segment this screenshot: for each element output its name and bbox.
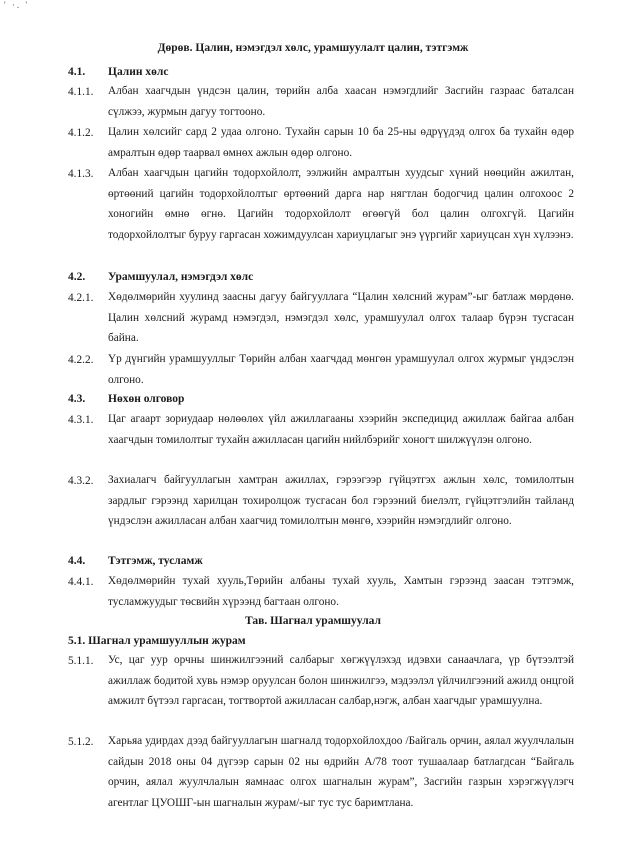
section-4-1-number: 4.1. (68, 66, 86, 78)
item-5-1-2-text: Харьяа удирдах дээд байгууллагын шагналд тодорхойлохдоо /Байгаль орчин, аялал жуулчлалын сайдын 2018 оны 04 дүгээр сарын 02 ны өдрийн А/78 тоот тушаалаар батлагдсан “Байгаль орчин, аялал жуулчлалын яамнаас олгох шагналын журам”, Засгийн газрын хэрэгжүүлэгч агентлаг ЦУОШГ-ын шагналын журам/-ыг тус тус баримтлана. (108, 735, 574, 810)
item-4-2-2-number: 4.2.2. (68, 354, 94, 366)
item-4-1-2-number: 4.1.2. (68, 127, 94, 139)
section-4-3-number: 4.3. (68, 393, 86, 405)
item-4-1-1-number: 4.1.1. (68, 86, 94, 98)
section-4-4-title: Тэтгэмж, тусламж (108, 555, 203, 567)
section-4-2-title: Урамшуулал, нэмэгдэл хөлс (108, 271, 254, 283)
item-4-2-2-text: Үр дүнгийн урамшууллыг Төрийн албан хаагчдад мөнгөн урамшуулал олгох журмыг үндэслэн олгоно. (108, 353, 574, 386)
item-4-1-1-text: Албан хаагчдын үндсэн цалин, төрийн алба хаасан нэмэгдлийг Засгийн газраас баталсан сүлжээ, журмын дагуу тогтооно. (108, 85, 574, 118)
section-4-3-title: Нөхөн олговор (108, 393, 185, 405)
section-4-1-title: Цалин хөлс (108, 66, 169, 78)
item-4-4-1-number: 4.4.1. (68, 576, 94, 588)
item-4-3-2-number: 4.3.2. (68, 475, 94, 487)
item-4-2-1-text: Хөдөлмөрийн хуулинд заасны дагуу байгууллага “Цалин хөлсний журам”-ыг батлаж мөрдөнө. Цалин хөлсний журамд нэмэгдэл, нэмэгдэл хөлс, урамшуулал олгох талаар бүрэн тусгасан байна. (108, 291, 574, 345)
item-4-4-1-text: Хөдөлмөрийн тухай хууль,Төрийн албаны тухай хууль, Хамтын гэрээнд заасан тэтгэмж, тусламжуудыг төсвийн хүрээнд багтаан олгоно. (108, 575, 574, 608)
item-4-3-1-number: 4.3.1. (68, 414, 94, 426)
item-4-1-3-number: 4.1.3. (68, 168, 94, 180)
item-5-1-1-text: Ус, цаг уур орчны шинжилгээний салбарыг хөгжүүлэхэд идэвхи санаачлага, үр бүтээлтэй ажиллаж бодитой хувь нэмэр оруулсан болон шинжилгээ, мэдээлэл үйлчилгээний ажилд онцгой амжилт бүтээл гаргасан, тогтвортой ажилласан салбар,нэгж, албан хаагчдыг урамшуулна. (108, 654, 574, 708)
section-4-2-number: 4.2. (68, 271, 86, 283)
scan-corner-mark: ' ·. ' (4, 0, 29, 10)
chapter-5-title: Тав. Шагнал урамшуулал (245, 615, 381, 627)
section-5-1-title: 5.1. Шагнал урамшууллын журам (68, 635, 246, 647)
section-4-4-number: 4.4. (68, 555, 86, 567)
item-4-3-1-text: Цаг агаарт зориудаар нөлөөлөх үйл ажиллагааны хээрийн экспедицид ажиллаж байгаа албан хаагчдын томилолтыг тухайн ажилласан цагийн нийлбэрийг хоногт шилжүүлэн олгоно. (108, 413, 574, 446)
item-4-3-2-text: Захиалагч байгууллагын хамтран ажиллах, гэрээгээр гүйцэтгэх ажлын хөлс, томилолтын зардлыг гэрээнд харилцан тохиролцож тусгасан бол гэрээний биелэлт, гүйцэтгэлийн тайланд үндэслэн ажилласан албан хаагчид томилолтын мөнгө, хээрийн нэмэгдлийг олгоно. (108, 474, 574, 528)
item-5-1-1-number: 5.1.1. (68, 655, 94, 667)
chapter-4-title: Дөрөв. Цалин, нэмэгдэл хөлс, урамшуулалт цалин, тэтгэмж (157, 42, 469, 54)
item-4-1-3-text: Албан хаагчдын цагийн тодорхойлолт, ээлжийн амралтын хуудсыг хүний нөөцийн ажилтан, өртөөний цагийн тодорхойлолтыг өртөөний дарга нар нягтлан бодогчид цалин олгохоос 2 хоногийн өмнө өгнө. Цагийн тодорхойлолт өгөөгүй бол цалин олгохгүй. Цагийн тодорхойлолтыг буруу гаргасан хожимдуулсан хариуцлагыг энэ үүргийг хариуцсан хүн хүлээнэ. (108, 167, 574, 242)
item-4-1-2-text: Цалин хөлсийг сард 2 удаа олгоно. Тухайн сарын 10 ба 25-ны өдрүүдэд олгох ба тухайн өдөр амралтын өдөр таарвал өмнөх ажлын өдөр олгоно. (108, 126, 574, 159)
item-5-1-2-number: 5.1.2. (68, 736, 94, 748)
item-4-2-1-number: 4.2.1. (68, 292, 94, 304)
